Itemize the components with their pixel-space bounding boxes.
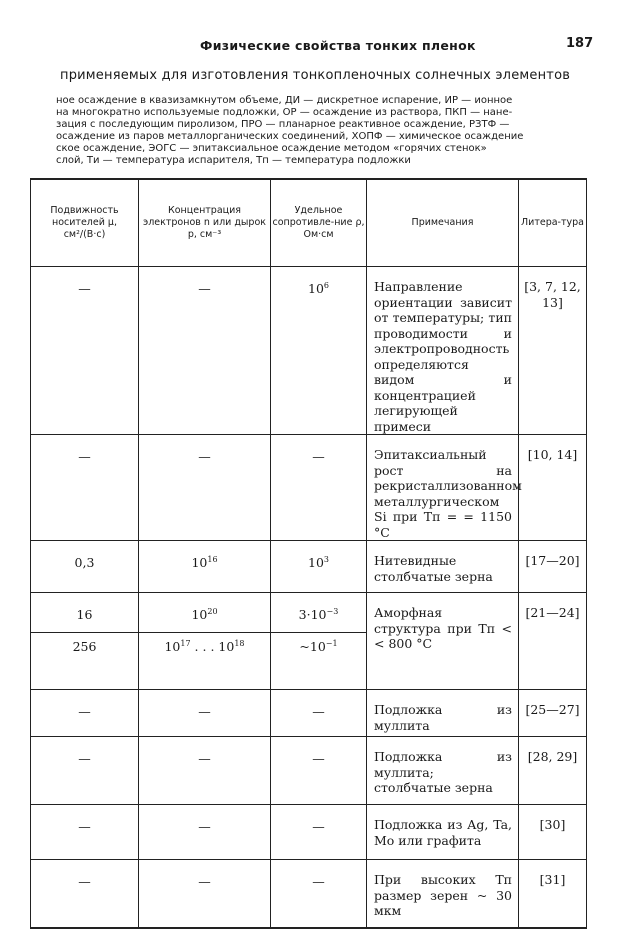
notes-line: зация с последующим пиролизом, ПРО — планарное реактивное осаждение, РЗТФ — [56,119,510,130]
notes-line: на многократно используемые подложки, ОР — осаждение из раствора, ПКП — нане- [56,107,513,118]
references-cell: [21—24] [525,605,580,620]
table-row [31,541,587,593]
resistivity-cell: — [312,874,325,889]
resistivity-cell: $3\cdot 10^{-3}$ [298,607,339,622]
concentration-cell: $10^{16}$ [191,555,218,570]
resistivity-cell: — [312,449,325,464]
mobility-cell: 256 [72,639,97,654]
concentration-cell: — [198,704,211,719]
concentration-cell: — [198,449,211,464]
table-row [31,860,587,928]
note-cell: Эпитаксиальный рост на рекристаллизованном металлургическом Si при Tп = = 1150 °C [374,447,522,540]
notes-line: слой, Tи — температура испарителя, Tп — температура подложки [56,155,411,166]
properties-table [30,178,587,929]
note-cell: Подложка из Ag, Ta, Mo или графита [374,817,512,848]
note-cell: Аморфная структура при Tп < < 800 °C [374,605,512,651]
resistivity-cell: $10^3$ [308,555,329,570]
table-caption-continuation: применяемых для изготовления тонкопленочных солнечных элементов [60,68,571,83]
table-row [31,593,587,633]
concentration-cell: — [198,751,211,766]
column-header-references: Литера-тура [519,179,587,267]
note-cell: Подложка из муллита [374,702,512,733]
references-cell: [3, 7, 12, 13] [524,279,581,310]
notes-line: ное осаждение в квазизамкнутом объеме, ДИ — дискретное испарение, ИР — ионное [56,95,513,106]
column-header-notes: Примечания [367,179,519,267]
resistivity-cell: — [312,704,325,719]
column-header-concentration: Концентрация электронов n или дырок p, см⁻³ [139,179,271,267]
concentration-cell: — [198,281,211,296]
notes-line: осаждение из паров металлорганических соединений, ХОПФ — химическое осаждение [56,131,524,142]
concentration-cell: $10^{20}$ [191,607,218,622]
note-cell: Подложка из муллита; столбчатые зерна [374,749,512,795]
mobility-cell: — [78,874,91,889]
references-cell: [17—20] [525,553,580,568]
references-cell: [25—27] [525,702,580,717]
references-cell: [28, 29] [527,749,578,764]
mobility-cell: — [78,819,91,834]
references-cell: [30] [539,817,566,832]
table-header-row [31,179,587,267]
running-title: Физические свойства тонких пленок [200,38,476,53]
table-row [31,435,587,541]
table-row [31,690,587,737]
mobility-cell: — [78,704,91,719]
table-row [31,805,587,860]
references-cell: [10, 14] [527,447,578,462]
column-header-mobility: Подвижность носителей μ, см²/(В·с) [31,179,139,267]
resistivity-cell: — [312,751,325,766]
note-cell: Направление ориентации зависит от температуры; тип проводимости и электропроводность определяются видом и концентрацией легирующей примеси [374,279,512,434]
page-number: 187 [566,36,594,51]
mobility-cell: — [78,449,91,464]
column-header-resistivity: Удельное сопротивле-ние ρ, Ом·см [271,179,367,267]
mobility-cell: 16 [76,607,93,622]
concentration-cell: $10^{17}$ . . . $10^{18}$ [164,639,245,654]
mobility-cell: 0,3 [74,555,95,570]
note-cell: При высоких Tп размер зерен ~ 30 мкм [374,872,512,918]
concentration-cell: — [198,874,211,889]
notes-line: ское осаждение, ЭОГС — эпитаксиальное осаждение методом «горячих стенок» [56,143,487,154]
table-row [31,737,587,805]
resistivity-cell: — [312,819,325,834]
mobility-cell: — [78,281,91,296]
references-cell: [31] [539,872,566,887]
note-cell: Нитевидные столбчатые зерна [374,553,493,584]
concentration-cell: — [198,819,211,834]
resistivity-cell: $\sim 10^{-1}$ [299,639,338,654]
table-row [31,267,587,435]
resistivity-cell: $10^6$ [308,281,329,296]
abbreviation-notes [56,95,584,167]
mobility-cell: — [78,751,91,766]
